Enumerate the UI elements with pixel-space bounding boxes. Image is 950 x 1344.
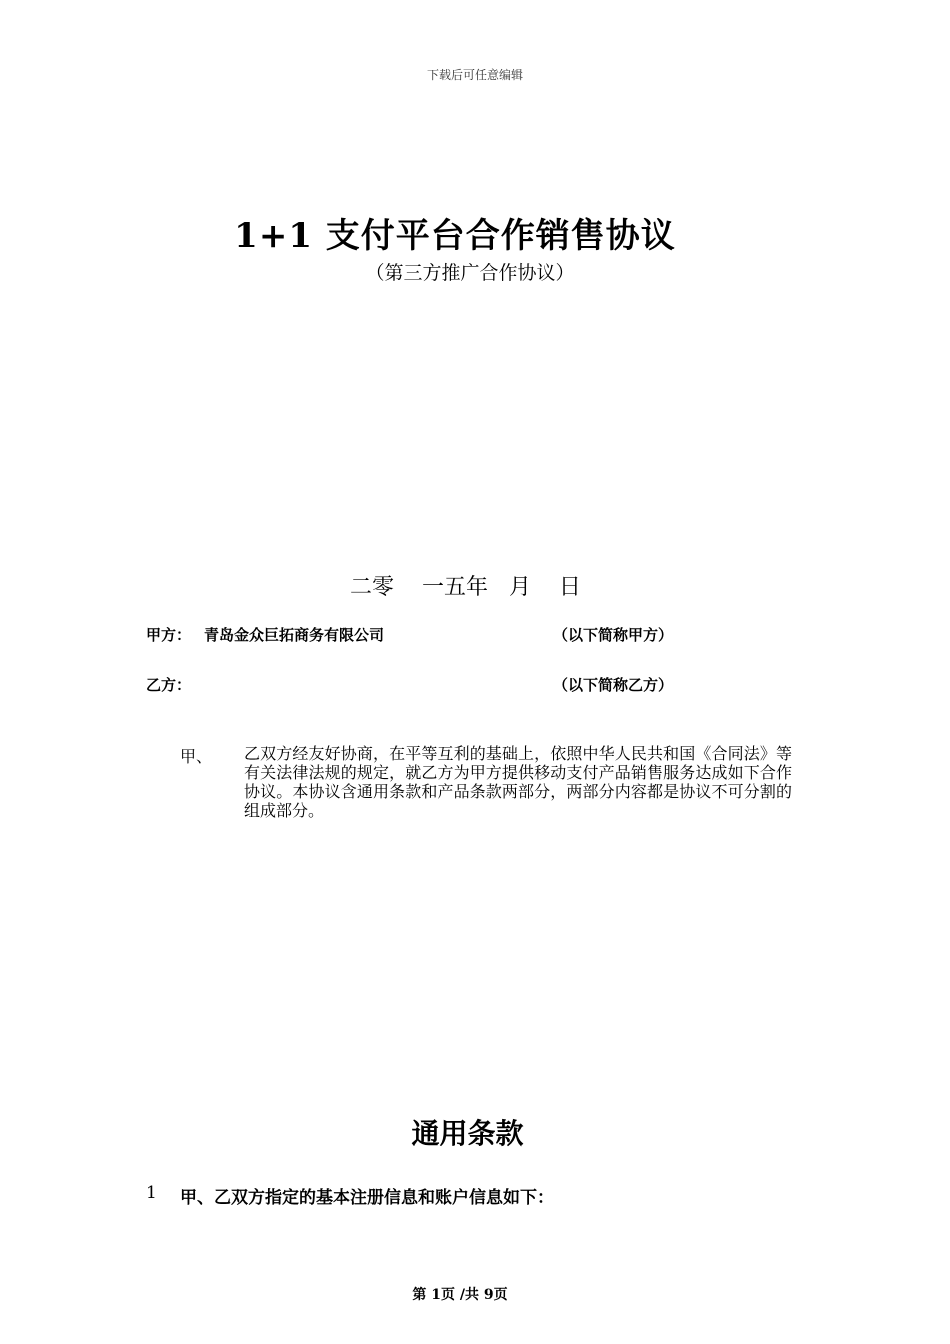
document-subtitle: （第三方推广合作协议） <box>365 262 575 284</box>
header-note: 下载后可任意编辑 <box>426 68 523 82</box>
page-footer: 第 1页 /共 9页 <box>412 1287 508 1303</box>
document-title: 1+1 支付平台合作销售协议 <box>234 216 676 256</box>
agreement-date: 二零 一五年 月 日 <box>350 575 581 600</box>
preamble-marker: 甲、 <box>180 747 213 766</box>
party-a-label: 甲方： <box>146 626 192 644</box>
preamble-paragraph: 乙双方经友好协商，在平等互利的基础上，依照中华人民共和国《合同法》等有关法律法规的规定，就乙方为甲方提供移动支付产品销售服务达成如下合作协议。本协议含通用条款和产品条款两部分，两部分内容都是协议不可分割的组成部分。 <box>244 744 792 820</box>
party-a-abbreviation: （以下简称甲方） <box>553 626 674 644</box>
clause-text: 甲、乙双方指定的基本注册信息和账户信息如下： <box>180 1188 554 1208</box>
general-terms-heading: 通用条款 <box>411 1117 524 1150</box>
clause-number: 1 <box>146 1183 157 1203</box>
party-a-name: 青岛金众巨拓商务有限公司 <box>204 626 385 644</box>
party-b-label: 乙方： <box>146 676 192 694</box>
party-b-abbreviation: （以下简称乙方） <box>553 676 674 694</box>
